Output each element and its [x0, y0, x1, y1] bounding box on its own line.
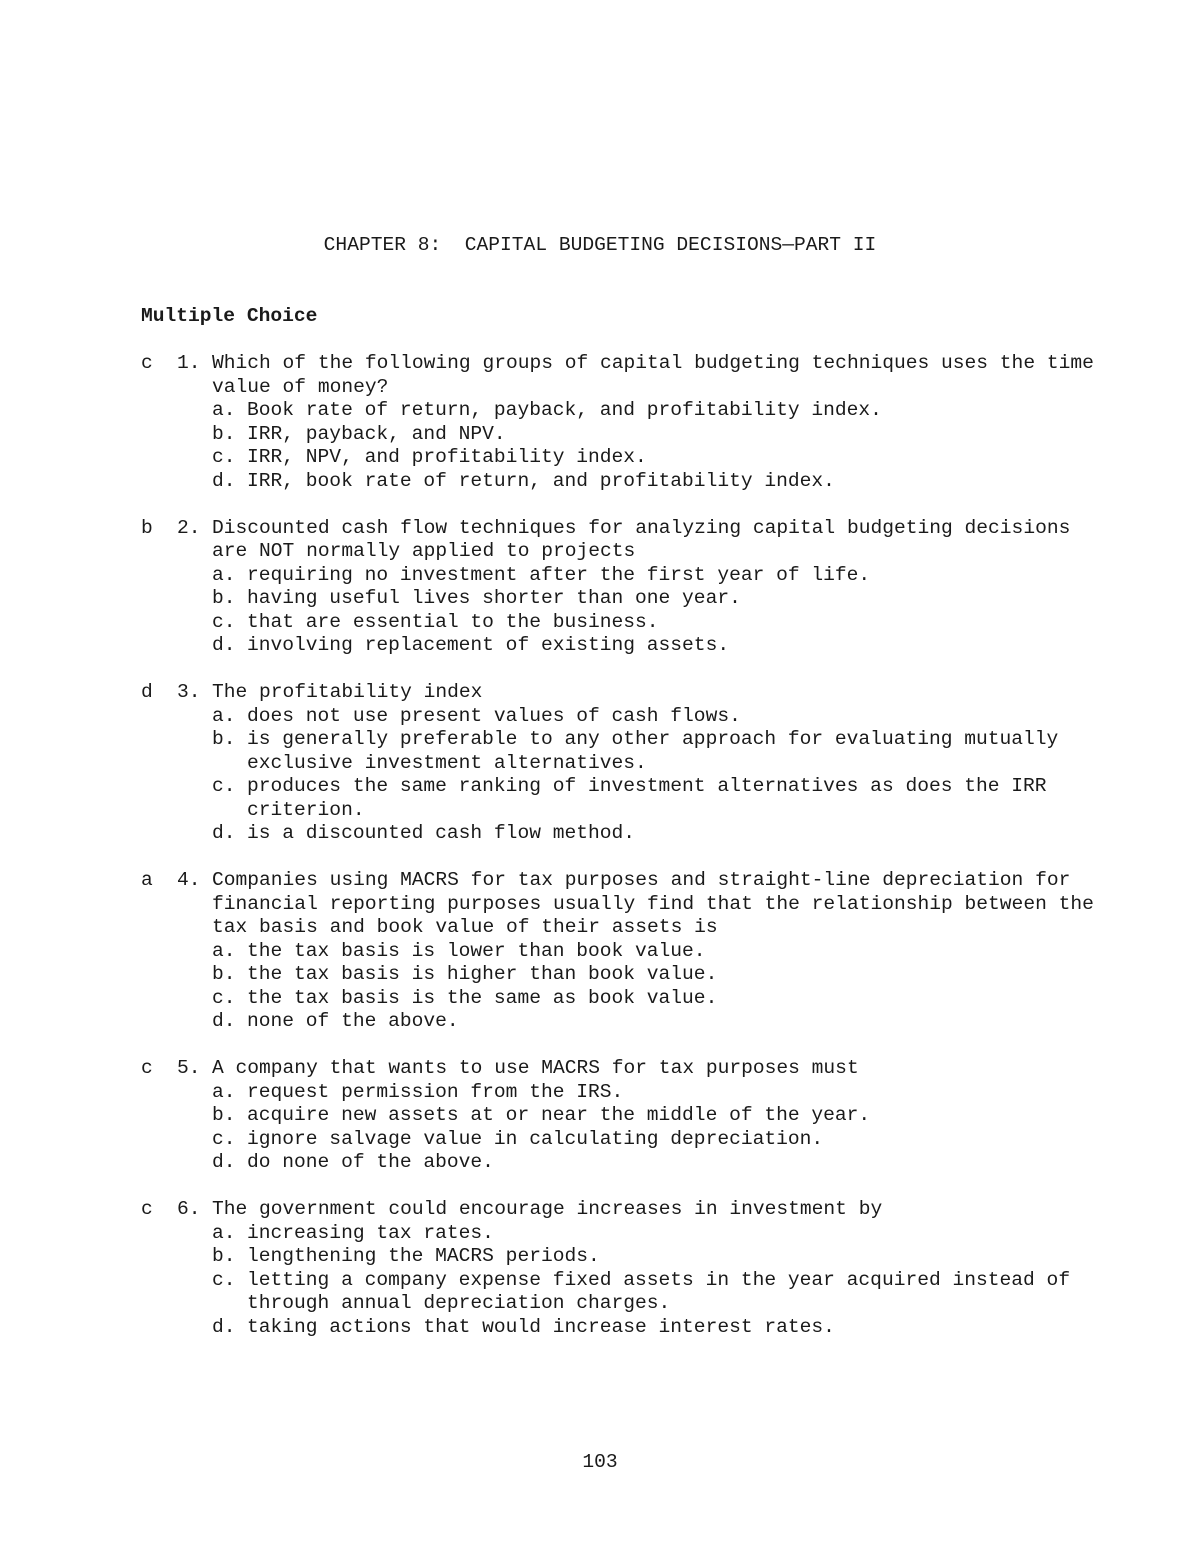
answer-key: d: [141, 681, 153, 703]
option-letter: d.: [212, 1315, 236, 1338]
option-letter: a.: [212, 704, 236, 727]
option-text: Book rate of return, payback, and profitability index.: [247, 399, 882, 421]
option-letter: c.: [212, 610, 236, 633]
option-letter: d.: [212, 822, 236, 844]
option-text: the tax basis is lower than book value.: [247, 939, 706, 962]
option-letter: d.: [212, 469, 236, 492]
answer-key: c: [141, 352, 153, 374]
option-item: [212, 822, 1101, 846]
option-item: [212, 1245, 1101, 1269]
question-list: [141, 352, 1106, 1363]
option-letter: b.: [212, 963, 236, 985]
option-letter: b.: [212, 422, 236, 445]
option-item: [212, 611, 1101, 635]
option-item: [212, 1316, 1101, 1340]
option-letter: a.: [212, 1080, 236, 1103]
question-number: 1.: [177, 352, 201, 374]
question-number: 6.: [177, 1198, 201, 1220]
option-item: [212, 940, 1101, 964]
option-letter: c.: [212, 986, 236, 1009]
option-list: [212, 940, 1101, 1034]
option-text: letting a company expense fixed assets in the year acquired instead of through annual depreciation charges.: [247, 1268, 1071, 1314]
option-text: does not use present values of cash flows.: [247, 704, 741, 727]
option-text: none of the above.: [247, 1010, 459, 1032]
option-text: acquire new assets at or near the middle of the year.: [247, 1104, 871, 1126]
option-letter: b.: [212, 1245, 236, 1267]
option-list: [212, 705, 1101, 846]
option-text: taking actions that would increase interest rates.: [247, 1315, 835, 1338]
option-letter: c.: [212, 1127, 236, 1150]
option-item: [212, 1222, 1101, 1246]
option-item: [212, 705, 1101, 729]
option-letter: c.: [212, 446, 236, 468]
option-text: IRR, payback, and NPV.: [247, 422, 506, 445]
option-text: ignore salvage value in calculating depreciation.: [247, 1127, 824, 1150]
option-letter: b.: [212, 1104, 236, 1126]
question-item: [141, 517, 1101, 658]
option-list: [212, 564, 1101, 658]
option-letter: d.: [212, 634, 236, 656]
option-item: [212, 1269, 1101, 1316]
question-text: The government could encourage increases in investment by: [212, 1198, 883, 1220]
option-letter: a.: [212, 939, 236, 962]
question-item: [141, 1198, 1101, 1339]
question-number: 3.: [177, 681, 201, 703]
option-text: involving replacement of existing assets.: [247, 634, 730, 656]
question-item: [141, 1057, 1101, 1175]
question-text: Companies using MACRS for tax purposes and straight-line depreciation for financial reporting purposes usually find that the relationship between the tax basis and book value of their assets is: [212, 869, 1106, 938]
question-item: [141, 681, 1101, 846]
option-list: [212, 1081, 1101, 1175]
question-number: 2.: [177, 516, 201, 539]
option-text: IRR, book rate of return, and profitability index.: [247, 469, 835, 492]
option-text: lengthening the MACRS periods.: [247, 1245, 600, 1267]
option-item: [212, 1128, 1101, 1152]
option-item: [212, 775, 1101, 822]
option-letter: d.: [212, 1010, 236, 1032]
option-item: [212, 446, 1101, 470]
answer-key: b: [141, 516, 153, 539]
option-letter: b.: [212, 587, 236, 609]
question-text: Discounted cash flow techniques for analyzing capital budgeting decisions are NOT normally applied to projects: [212, 516, 1083, 562]
option-item: [212, 963, 1101, 987]
option-text: having useful lives shorter than one year.: [247, 587, 741, 609]
option-text: requiring no investment after the first year of life.: [247, 563, 871, 586]
option-letter: a.: [212, 1221, 236, 1244]
option-item: [212, 564, 1101, 588]
option-text: do none of the above.: [247, 1151, 494, 1173]
option-item: [212, 587, 1101, 611]
option-text: that are essential to the business.: [247, 610, 659, 633]
option-item: [212, 634, 1101, 658]
option-text: produces the same ranking of investment alternatives as does the IRR criterion.: [247, 775, 1047, 821]
question-item: [141, 352, 1106, 493]
option-text: the tax basis is higher than book value.: [247, 963, 718, 985]
option-item: [212, 1010, 1101, 1034]
option-text: increasing tax rates.: [247, 1221, 494, 1244]
option-letter: c.: [212, 1268, 236, 1291]
option-letter: d.: [212, 1151, 236, 1173]
option-letter: b.: [212, 728, 236, 750]
option-letter: a.: [212, 563, 236, 586]
option-item: [212, 987, 1101, 1011]
answer-key: c: [141, 1057, 153, 1079]
option-item: [212, 399, 1101, 423]
question-number: 4.: [177, 869, 201, 891]
option-item: [212, 1151, 1101, 1175]
option-text: IRR, NPV, and profitability index.: [247, 446, 647, 468]
option-item: [212, 423, 1101, 447]
option-letter: c.: [212, 775, 236, 797]
option-list: [212, 1222, 1101, 1340]
page-number: 103: [582, 1451, 618, 1473]
answer-key: c: [141, 1198, 153, 1220]
option-item: [212, 470, 1101, 494]
option-letter: a.: [212, 399, 236, 421]
option-text: request permission from the IRS.: [247, 1080, 624, 1103]
question-text: The profitability index: [212, 681, 483, 703]
question-number: 5.: [177, 1057, 201, 1079]
option-text: the tax basis is the same as book value.: [247, 986, 718, 1009]
chapter-title: CHAPTER 8: CAPITAL BUDGETING DECISIONS—PART II: [323, 234, 877, 256]
option-item: [212, 728, 1101, 775]
section-heading: Multiple Choice: [141, 305, 318, 327]
question-text: A company that wants to use MACRS for tax purposes must: [212, 1057, 859, 1079]
option-text: is a discounted cash flow method.: [247, 822, 636, 844]
option-item: [212, 1104, 1101, 1128]
option-item: [212, 1081, 1101, 1105]
question-item: [141, 869, 1106, 1034]
option-text: is generally preferable to any other approach for evaluating mutually exclusive investment alternatives.: [247, 728, 1059, 774]
answer-key: a: [141, 869, 153, 891]
question-text: Which of the following groups of capital budgeting techniques uses the time value of money?: [212, 352, 1106, 398]
option-list: [212, 399, 1101, 493]
